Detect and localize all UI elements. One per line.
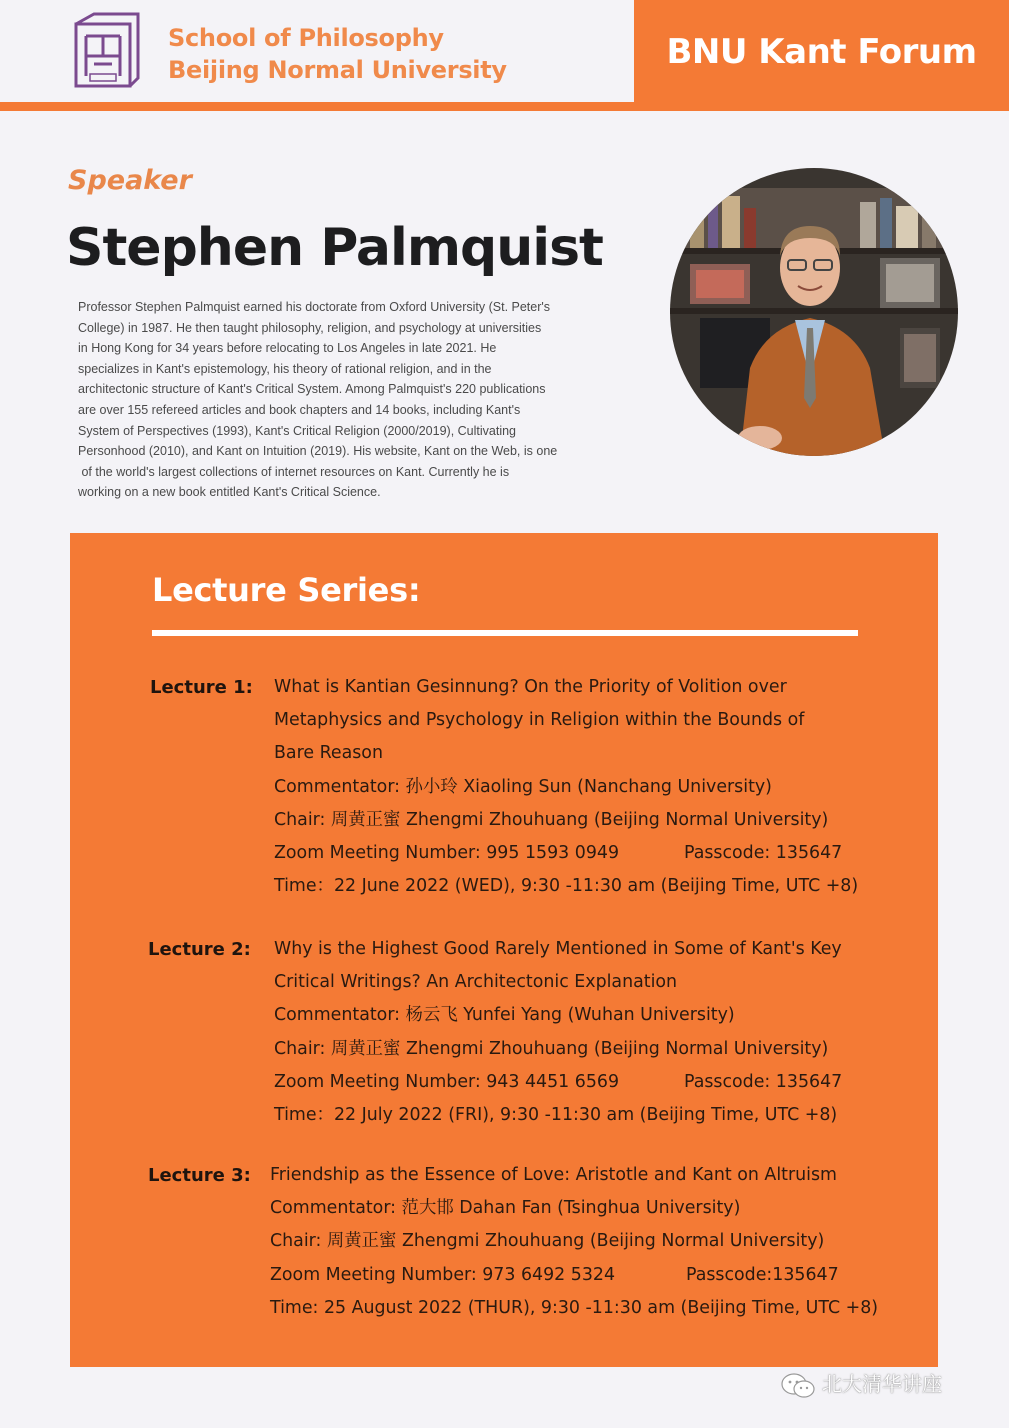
lecture-details: [274, 933, 914, 1132]
bio-line: Professor Stephen Palmquist earned his doctorate from Oxford University (St. Peter's: [78, 300, 551, 314]
lecture-title-line: Bare Reason: [274, 743, 383, 764]
bio-line: System of Perspectives (1993), Kant's Critical Religion (2000/2019), Cultivating: [78, 423, 517, 438]
lecture-chair: Chair: 周黄正蜜 Zhengmi Zhouhuang (Beijing Normal University): [274, 809, 829, 830]
watermark-text: 北大清华讲座: [822, 1372, 942, 1396]
lecture-title-line: Metaphysics and Psychology in Religion within the Bounds of: [274, 710, 805, 731]
lecture-time: Time: 25 August 2022 (THUR), 9:30 -11:30 am (Beijing Time, UTC +8): [270, 1297, 879, 1318]
lecture-passcode: Passcode:135647: [686, 1264, 839, 1285]
forum-title: BNU Kant Forum: [666, 32, 977, 72]
lecture-zoom-row: [270, 1259, 910, 1292]
lecture-zoom-row: [274, 1066, 914, 1099]
lecture-zoom-number: Zoom Meeting Number: 995 1593 0949: [274, 843, 620, 864]
bio-line: are over 155 refereed articles and book chapters and 14 books, including Kant's: [78, 402, 521, 417]
speaker-photo: [670, 168, 958, 456]
lecture-title-line: Why is the Highest Good Rarely Mentioned in Some of Kant's Key: [274, 939, 842, 959]
bio-line: specializes in Kant's epistemology, his theory of rational religion, and in the: [78, 361, 492, 376]
wechat-icon: [780, 1372, 816, 1400]
speaker-name: Stephen Palmquist: [66, 218, 603, 278]
lecture-commentator: Commentator: 杨云飞 Yunfei Yang (Wuhan University): [274, 1005, 735, 1026]
header-divider: [0, 102, 1009, 111]
speaker-label: Speaker: [68, 165, 192, 196]
lecture-series-panel: [70, 533, 938, 1367]
lecture-title-line: Critical Writings? An Architectonic Explanation: [274, 972, 678, 993]
bio-line: of the world's largest collections of internet resources on Kant. Currently he is: [78, 464, 510, 479]
lecture-passcode: Passcode: 135647: [684, 1071, 843, 1092]
speaker-portrait-icon: [670, 168, 958, 456]
school-name-line-2: Beijing Normal University: [168, 56, 507, 84]
school-name-line-1: School of Philosophy: [168, 24, 444, 52]
lecture-series-title: Lecture Series:: [152, 571, 421, 609]
bio-line: in Hong Kong for 34 years before relocating to Los Angeles in late 2021. He: [78, 341, 497, 356]
header: [0, 0, 1009, 112]
watermark: [780, 1366, 942, 1402]
bio-line: Personhood (2010), and Kant on Intuition (2019). His website, Kant on the Web, is one: [78, 444, 558, 459]
school-name: [168, 22, 507, 86]
lecture-details: [274, 671, 914, 903]
bio-line: working on a new book entitled Kant's Critical Science.: [78, 485, 381, 500]
lecture-title-line: Friendship as the Essence of Love: Aristotle and Kant on Altruism: [270, 1165, 837, 1185]
lecture-commentator: Commentator: 范大邯 Dahan Fan (Tsinghua University): [270, 1198, 741, 1219]
lecture-zoom-number: Zoom Meeting Number: 943 4451 6569: [274, 1071, 620, 1092]
bio-line: College) in 1987. He then taught philosophy, religion, and psychology at universities: [78, 320, 542, 335]
lecture-title-line: What is Kantian Gesinnung? On the Priority of Volition over: [274, 677, 787, 697]
lecture-time: Time：22 July 2022 (FRI), 9:30 -11:30 am (Beijing Time, UTC +8): [274, 1105, 838, 1126]
lecture-label: Lecture 1:: [150, 677, 253, 698]
lecture-commentator: Commentator: 孙小玲 Xiaoling Sun (Nanchang University): [274, 776, 772, 797]
lecture-details: [270, 1159, 910, 1325]
lecture-time: Time：22 June 2022 (WED), 9:30 -11:30 am (Beijing Time, UTC +8): [274, 876, 859, 897]
lecture-zoom-row: [274, 837, 914, 870]
lecture-label: Lecture 3:: [148, 1165, 251, 1186]
lecture-chair: Chair: 周黄正蜜 Zhengmi Zhouhuang (Beijing Normal University): [270, 1231, 825, 1252]
school-logo-icon: [72, 12, 140, 98]
lecture-zoom-number: Zoom Meeting Number: 973 6492 5324: [270, 1264, 616, 1285]
lecture-passcode: Passcode: 135647: [684, 843, 843, 864]
series-divider: [152, 630, 858, 636]
lecture-label: Lecture 2:: [148, 939, 251, 960]
lecture-chair: Chair: 周黄正蜜 Zhengmi Zhouhuang (Beijing Normal University): [274, 1038, 829, 1059]
bio-line: architectonic structure of Kant's Critical System. Among Palmquist's 220 publications: [78, 382, 546, 397]
speaker-bio: [78, 297, 638, 503]
